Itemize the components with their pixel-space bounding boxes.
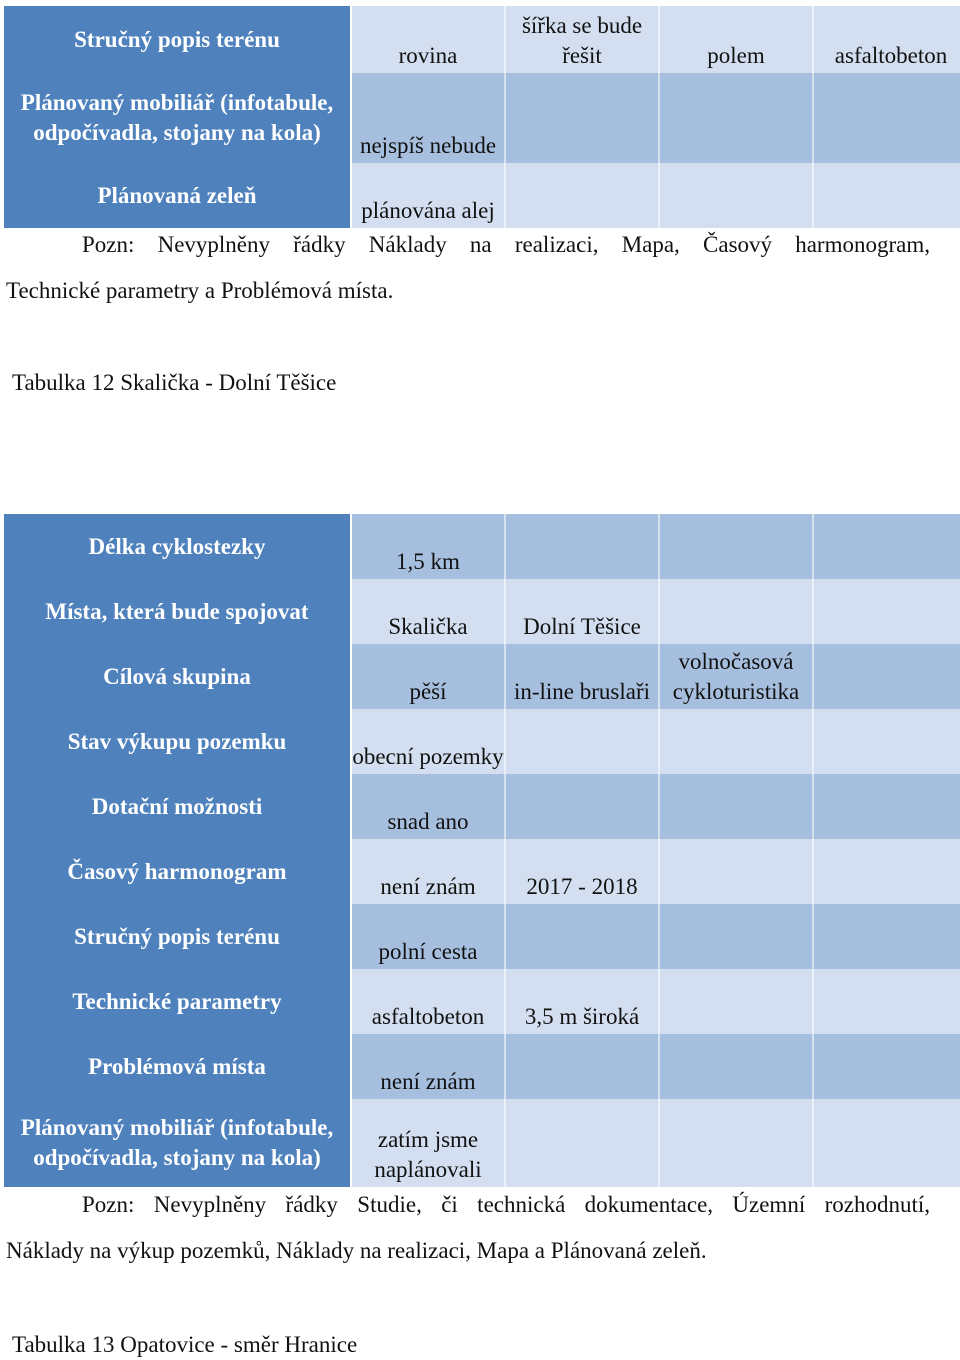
table-12 xyxy=(4,514,942,1187)
note-2 xyxy=(6,1182,930,1274)
table-cell xyxy=(506,514,660,579)
table-cell xyxy=(660,774,814,839)
row-label: Technické parametry xyxy=(4,969,352,1034)
table-cell: polem xyxy=(660,6,814,73)
table-row xyxy=(4,1034,942,1099)
table-cell xyxy=(506,774,660,839)
table-cell: snad ano xyxy=(352,774,506,839)
note-2-line-1: Pozn: Nevyplněny řádky Studie, či technická dokumentace, Územní rozhodnutí, xyxy=(82,1192,930,1217)
table-cell xyxy=(506,1099,660,1187)
note-1-line-2: Technické parametry a Problémová místa. xyxy=(6,278,394,303)
table-cell xyxy=(660,73,814,163)
note-2-line-2: Náklady na výkup pozemků, Náklady na realizaci, Mapa a Plánovaná zeleň. xyxy=(6,1238,707,1263)
table-cell xyxy=(814,839,960,904)
row-label: Plánovaný mobiliář (infotabule, odpočívadla, stojany na kola) xyxy=(4,73,352,163)
table-cell xyxy=(814,514,960,579)
table-cell xyxy=(814,73,960,163)
table-cell xyxy=(506,1034,660,1099)
table-cell xyxy=(814,1099,960,1187)
table-row xyxy=(4,6,948,73)
row-label: Plánovaný mobiliář (infotabule, odpočívadla, stojany na kola) xyxy=(4,1099,352,1187)
table-row xyxy=(4,839,942,904)
table-cell: zatím jsme naplánovali xyxy=(352,1099,506,1187)
table-cell xyxy=(814,709,960,774)
table-cell: in-line bruslaři xyxy=(506,644,660,709)
table-row xyxy=(4,514,942,579)
table-cell: polní cesta xyxy=(352,904,506,969)
note-1 xyxy=(6,222,930,314)
table-cell: asfaltobeton xyxy=(834,43,948,68)
table-cell: obecní pozemky xyxy=(352,709,506,774)
table-cell xyxy=(814,969,960,1034)
table-cell xyxy=(660,163,814,228)
row-label: Časový harmonogram xyxy=(4,839,352,904)
table-cell xyxy=(660,514,814,579)
table-row xyxy=(4,969,942,1034)
table-cell xyxy=(506,163,660,228)
table-cell: volnočasová cykloturistika xyxy=(660,644,814,709)
table-row xyxy=(4,579,942,644)
table-row xyxy=(4,1099,942,1187)
table-cell: není znám xyxy=(352,1034,506,1099)
table-cell: rovina xyxy=(352,6,506,73)
table-row xyxy=(4,709,942,774)
table-row xyxy=(4,73,942,163)
table-cell: Skalička xyxy=(352,579,506,644)
table-cell xyxy=(506,73,660,163)
table-cell xyxy=(506,904,660,969)
table-cell: 2017 - 2018 xyxy=(506,839,660,904)
row-label: Místa, která bude spojovat xyxy=(4,579,352,644)
table-cell: asfaltobeton xyxy=(352,969,506,1034)
table-cell xyxy=(506,709,660,774)
row-label: Stručný popis terénu xyxy=(4,904,352,969)
row-label: Délka cyklostezky xyxy=(4,514,352,579)
note-1-line-1: Pozn: Nevyplněny řádky Náklady na realizaci, Mapa, Časový harmonogram, xyxy=(82,232,930,257)
table-cell: šířka se bude řešit xyxy=(506,6,660,73)
table-cell xyxy=(660,969,814,1034)
table-cell xyxy=(814,774,960,839)
table-cell: 1,5 km xyxy=(352,514,506,579)
table-cell: plánována alej xyxy=(352,163,506,228)
row-label: Problémová místa xyxy=(4,1034,352,1099)
row-label: Cílová skupina xyxy=(4,644,352,709)
table-cell xyxy=(660,839,814,904)
table-row xyxy=(4,163,942,228)
table-cell xyxy=(660,904,814,969)
caption-table-13: Tabulka 13 Opatovice - směr Hranice xyxy=(12,1332,358,1357)
table-cell xyxy=(814,1034,960,1099)
table-cell: nejspíš nebude xyxy=(352,73,506,163)
table-cell xyxy=(814,163,960,228)
table-row xyxy=(4,774,942,839)
table-cell xyxy=(660,1034,814,1099)
table-cell xyxy=(814,904,960,969)
table-cell xyxy=(660,1099,814,1187)
table-row xyxy=(4,644,942,709)
caption-table-12: Tabulka 12 Skalička - Dolní Těšice xyxy=(12,370,337,395)
table-cell xyxy=(814,644,960,709)
table-cell: 3,5 m široká xyxy=(506,969,660,1034)
table-cell xyxy=(660,709,814,774)
row-label: Stručný popis terénu xyxy=(4,6,352,73)
table-cell: není znám xyxy=(352,839,506,904)
table-cell: Dolní Těšice xyxy=(506,579,660,644)
table-cell xyxy=(660,579,814,644)
row-label: Plánovaná zeleň xyxy=(4,163,352,228)
row-label: Dotační možnosti xyxy=(4,774,352,839)
table-row xyxy=(4,904,942,969)
row-label: Stav výkupu pozemku xyxy=(4,709,352,774)
table-cell: pěší xyxy=(352,644,506,709)
table-cell xyxy=(814,579,960,644)
table-previous xyxy=(4,6,948,228)
